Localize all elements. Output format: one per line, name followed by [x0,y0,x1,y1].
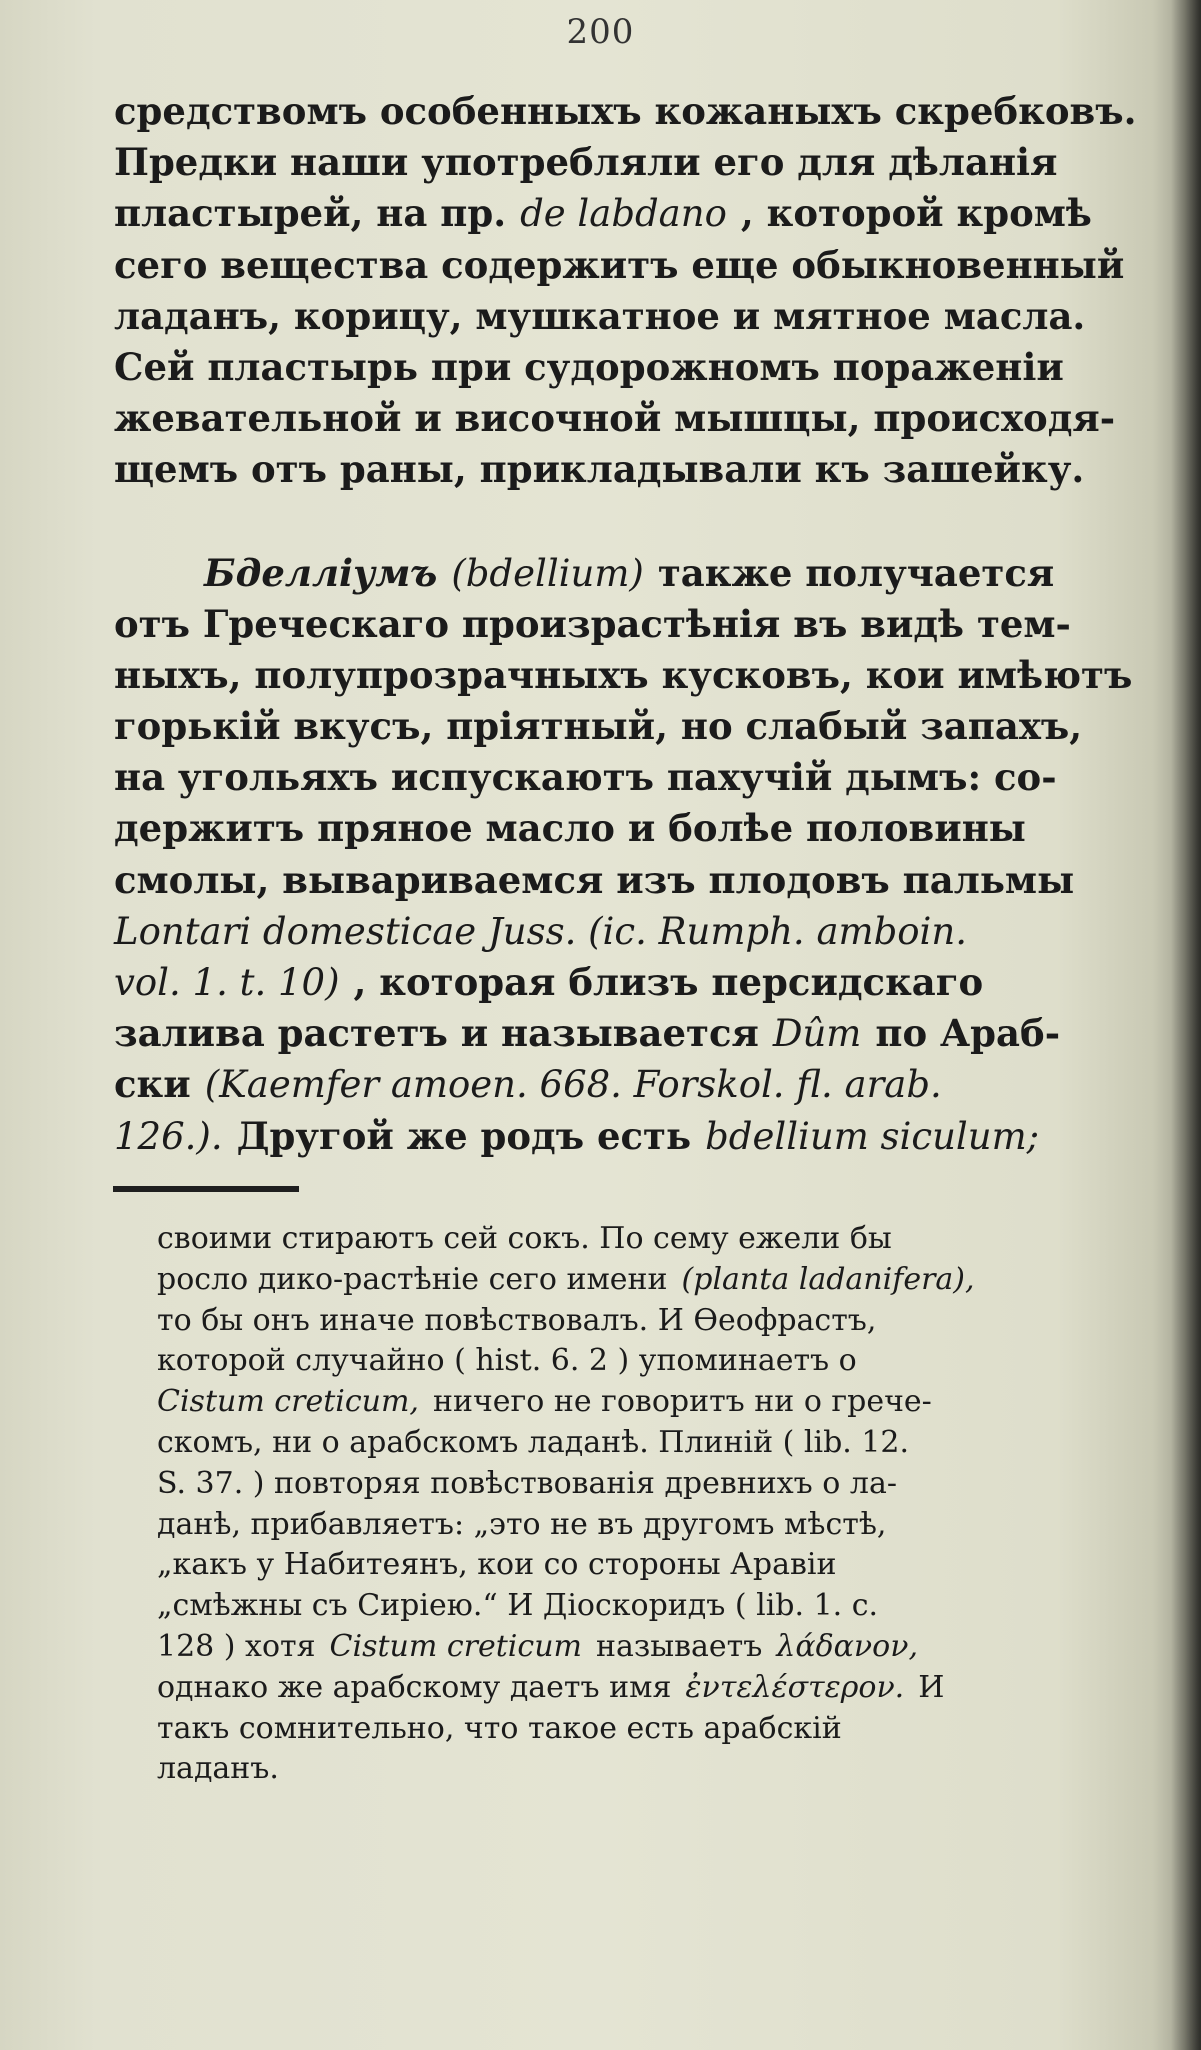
footnote-line [157,1301,1127,1342]
footnote-line [157,1260,1127,1301]
text-segment: держитъ пряное масло и болѣе половины [114,806,1026,851]
text-segment: на угольяхъ испускаютъ пахучій дымъ: со- [114,755,1057,800]
text-line [114,393,1126,444]
text-segment: „смѣжны съ Сиріею.“ И Діоскоридъ ( lib. 1. c. [157,1588,879,1624]
page-edge-shadow [1171,0,1201,2050]
footnote-text [157,1219,1127,1790]
text-line [114,957,1126,1008]
text-line [114,188,1126,239]
text-segment: называетъ [595,1628,763,1664]
footnote-line [157,1627,1127,1668]
text-segment: ладанъ. [157,1751,279,1787]
page-number: 200 [566,12,635,52]
text-segment: смолы, вывариваемся изъ плодовъ пальмы [114,857,1075,902]
greek-term: ἐντελέστερον. [685,1669,905,1705]
text-line [114,86,1137,137]
text-segment: ныхъ, полупрозрачныхъ кусковъ, кои имѣютъ [114,652,1133,697]
text-line [114,650,1133,701]
footnote-line [157,1423,1127,1464]
text-segment: росло дико-растѣніе сего имени [157,1261,668,1297]
text-line [114,752,1126,803]
text-segment: однако же арабскому даетъ имя [157,1669,672,1705]
text-segment: 128 ) хотя [157,1628,316,1664]
text-segment: „какъ у Набитеянъ, кои со стороны Аравіи [157,1547,837,1583]
text-line [114,1111,1126,1162]
footnote-line [157,1382,1127,1423]
text-segment: по Араб- [875,1011,1061,1056]
text-line [114,240,1126,291]
text-line [114,701,1126,752]
text-segment: средствомъ особенныхъ кожаныхъ скребковъ. [114,89,1137,133]
text-segment: Сей пластырь при судорожномъ пораженіи [114,344,1064,389]
text-line [114,1008,1126,1059]
text-segment: ладанъ, корицу, мушкатное и мятное масла. [114,293,1086,338]
text-segment: своими стираютъ сей сокъ. По сему ежели бы [157,1221,892,1256]
latin-term: Lontari domesticae Juss. (ic. Rumph. amboin. [114,909,967,953]
text-segment: ски [114,1062,191,1107]
text-line [114,342,1126,393]
text-line [114,855,1126,906]
text-line [114,291,1126,342]
text-segment: , которая близъ персидскаго [353,960,984,1004]
text-segment: такъ сомнительно, что такое есть арабскій [157,1710,842,1746]
footnote-rule [113,1186,299,1192]
latin-term: Dûm [772,1012,862,1056]
text-line [114,444,1126,495]
latin-term: (planta ladanifera), [681,1261,975,1297]
greek-term: λάδανον, [776,1628,918,1664]
text-segment: которой случайно ( hist. 6. 2 ) упоминаетъ о [157,1343,857,1379]
text-segment: то бы онъ иначе повѣствовалъ. И Ѳеофрастъ, [157,1302,877,1338]
text-segment: Предки наши употребляли его для дѣланія [114,140,1058,185]
latin-term: 126.). [114,1114,223,1158]
text-segment: И [918,1669,945,1705]
text-segment: также получается [657,550,1055,595]
latin-term: Cistum creticum [329,1628,582,1664]
latin-term: Cistum creticum, [157,1384,419,1420]
latin-term: vol. 1. t. 10) [114,961,340,1004]
main-text [114,86,1137,1162]
footnote-line [157,1545,1127,1586]
text-segment: щемъ отъ раны, прикладывали къ зашейку. [114,447,1085,492]
footnote-line [157,1668,1127,1709]
footnote-line [157,1464,1127,1505]
text-segment: жевательной и височной мышцы, происходя- [114,396,1116,441]
text-segment: скомъ, ни о арабскомъ ладанѣ. Плиній ( lib. 12. [157,1424,910,1460]
text-line [114,906,1126,957]
footnote-line [157,1341,1127,1382]
text-segment: горькій вкусъ, пріятный, но слабый запахъ, [114,704,1083,749]
text-segment: ничего не говоритъ ни о грече- [432,1384,932,1420]
paragraph-gap [114,496,1126,548]
text-segment: залива растетъ и называется [114,1011,759,1056]
latin-term: (bdellium) [451,551,644,595]
text-segment: сего вещества содержитъ еще обыкновенный [114,242,1125,287]
latin-term: de labdano [520,192,727,236]
term-heading: Бделліумъ [204,550,438,595]
footnote-line [157,1219,1127,1260]
footnote-line [157,1505,1127,1546]
text-segment: Другой же родъ есть [236,1113,692,1158]
text-line [114,1059,1126,1110]
footnote-line [157,1586,1127,1627]
text-segment: S. 37. ) повторяя повѣствованія древнихъ о ла- [157,1465,897,1501]
text-line [114,137,1126,188]
text-segment: отъ Греческаго произрастѣнія въ видѣ тем- [114,601,1071,646]
text-line [114,599,1126,650]
text-line [114,548,1126,599]
latin-term: bdellium siculum; [705,1114,1040,1158]
text-segment: пластырей, на пр. [114,191,507,236]
latin-term: (Kaemfer amoen. 668. Forskol. fl. arab. [204,1063,942,1107]
footnote-line [157,1709,1127,1750]
text-segment: данѣ, прибавляетъ: „это не въ другомъ мѣстѣ, [157,1506,887,1542]
text-segment: , которой кромѣ [740,191,1092,236]
text-line [114,803,1126,854]
footnote-line [157,1749,1127,1790]
